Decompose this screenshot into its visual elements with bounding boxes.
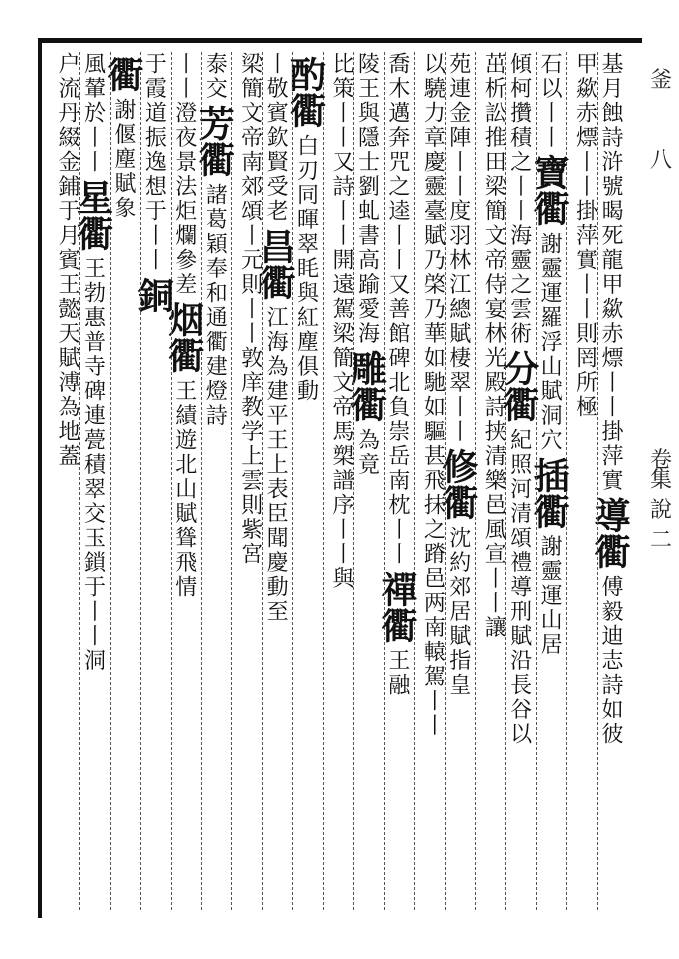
- text-segment: 比策丨丨又詩丨丨開遠駕: [329, 52, 354, 322]
- text-segment: 沈約郊居賦指皇: [445, 526, 471, 698]
- text-segment: 風輦於丨丨: [80, 52, 106, 175]
- text-segment: 基月蝕詩浒號暍死龍甲歘赤熛丨丨掛萍實: [598, 52, 623, 493]
- headword: 酌衢: [284, 56, 327, 128]
- text-segment: 傾柯攢積: [506, 52, 532, 150]
- text-column: [284, 52, 327, 914]
- text-column: [254, 52, 297, 914]
- text-column: [568, 52, 598, 914]
- text-segment: 户流丹綴金鋪于月賓王懿天賦溥為地蓋: [55, 52, 80, 469]
- headword: 昌衢: [254, 227, 297, 300]
- text-column: [476, 52, 506, 914]
- edge-mark: 卷: [650, 448, 673, 473]
- headword: 禪衢: [375, 570, 418, 643]
- headword: 烟衢: [162, 301, 205, 373]
- text-column: [436, 52, 479, 914]
- text-segment: 紀照河清頌禮導刑: [506, 428, 532, 624]
- headword: 寶衢: [528, 154, 571, 226]
- text-segment: 為竟: [354, 428, 380, 477]
- text-column: [71, 52, 114, 914]
- text-column: [375, 52, 418, 914]
- text-segment: 白刃同暉翠眊與紅塵俱動: [293, 134, 319, 404]
- text-segment: 丨丨澄夜景法炬爛參差: [171, 52, 197, 297]
- text-segment: 諸葛穎奉和通衢建燈詩: [202, 183, 228, 428]
- text-segment: 謝偃塵賦象: [110, 98, 136, 221]
- text-segment: 陵王與隱士劉虬書高踰愛海: [354, 52, 380, 346]
- text-segment: 傅毅迪志詩如彼: [598, 575, 623, 747]
- headword: 修衢: [436, 448, 479, 520]
- text-column: [162, 52, 205, 914]
- text-column: [233, 52, 263, 914]
- edge-mark: 二: [650, 528, 673, 553]
- text-segment: 謝靈運羅浮山賦洞穴: [537, 232, 563, 453]
- page-edge-margin: [642, 30, 679, 930]
- headword: 星衢: [71, 178, 114, 251]
- text-segment: 喬木邁奔咒之逵丨丨又善館碑北負崇岳南枕丨丨: [384, 52, 410, 567]
- text-segment: 王績遊北山賦聳飛情: [171, 379, 197, 600]
- headword: 導衢: [589, 497, 631, 569]
- text-segment: 元則丨丨敦庠教学上雲則紫宮: [237, 248, 263, 567]
- headword: 雕衢: [345, 350, 388, 422]
- text-segment: 茁析訟推田梁簡文帝侍宴林光殿詩挟: [481, 52, 507, 444]
- text-segment: 梁簡文帝南郊頌丨: [237, 52, 263, 248]
- text-column: [193, 52, 236, 914]
- text-segment: 賦沿長谷以: [506, 624, 532, 747]
- edge-mark: 集: [650, 468, 673, 493]
- headword: 銅: [132, 276, 175, 313]
- text-segment: 之丨丨海靈之雲術: [506, 150, 532, 346]
- headword: 分衢: [497, 350, 540, 422]
- text-column: [132, 52, 175, 914]
- text-segment: 苑連金陣丨丨度羽林江總賦棲翠丨丨: [445, 52, 471, 444]
- text-segment: 梁簡文帝馬槊譜序丨丨與: [329, 321, 354, 591]
- text-column: [589, 52, 631, 914]
- text-column: [324, 52, 354, 914]
- text-segment: 邑两南轅駕丨丨: [420, 566, 446, 738]
- text-segment: 于霞道振逸想于丨丨: [141, 52, 167, 273]
- headword: 插衢: [528, 456, 571, 529]
- edge-mark: 說: [650, 498, 673, 523]
- text-column: [528, 52, 571, 914]
- headword: 衢: [101, 56, 144, 92]
- edge-mark: 八: [650, 148, 673, 173]
- text-segment: 丨敬賓欽賢受老: [263, 52, 289, 224]
- text-segment: 謝靈運山居: [537, 534, 563, 657]
- text-segment: 石以丨丨: [537, 52, 563, 150]
- text-column: [415, 52, 445, 914]
- text-segment: 以驍力章慶靈臺賦乃棨乃華如馳如驅甚飛抹之蹐: [420, 52, 446, 567]
- text-segment: 甲歘赤熛丨丨掛萍實: [572, 52, 598, 273]
- edge-mark: 釜: [650, 68, 673, 93]
- headword: 芳衢: [193, 105, 236, 177]
- text-column: [101, 52, 144, 914]
- text-column: [345, 52, 388, 914]
- text-segment: 江海為建平王上表臣聞慶動至: [263, 305, 289, 624]
- text-column: [50, 52, 80, 914]
- text-segment: 丨丨則罔所極: [572, 272, 598, 420]
- text-segment: 王勃惠普寺碑連甍積翠交玉鎖于丨丨洞: [80, 256, 106, 673]
- text-segment: 泰交: [202, 52, 228, 101]
- text-column: [497, 52, 540, 914]
- text-segment: 清樂邑風宣丨丨讓: [481, 444, 507, 640]
- text-segment: 王融: [384, 648, 410, 698]
